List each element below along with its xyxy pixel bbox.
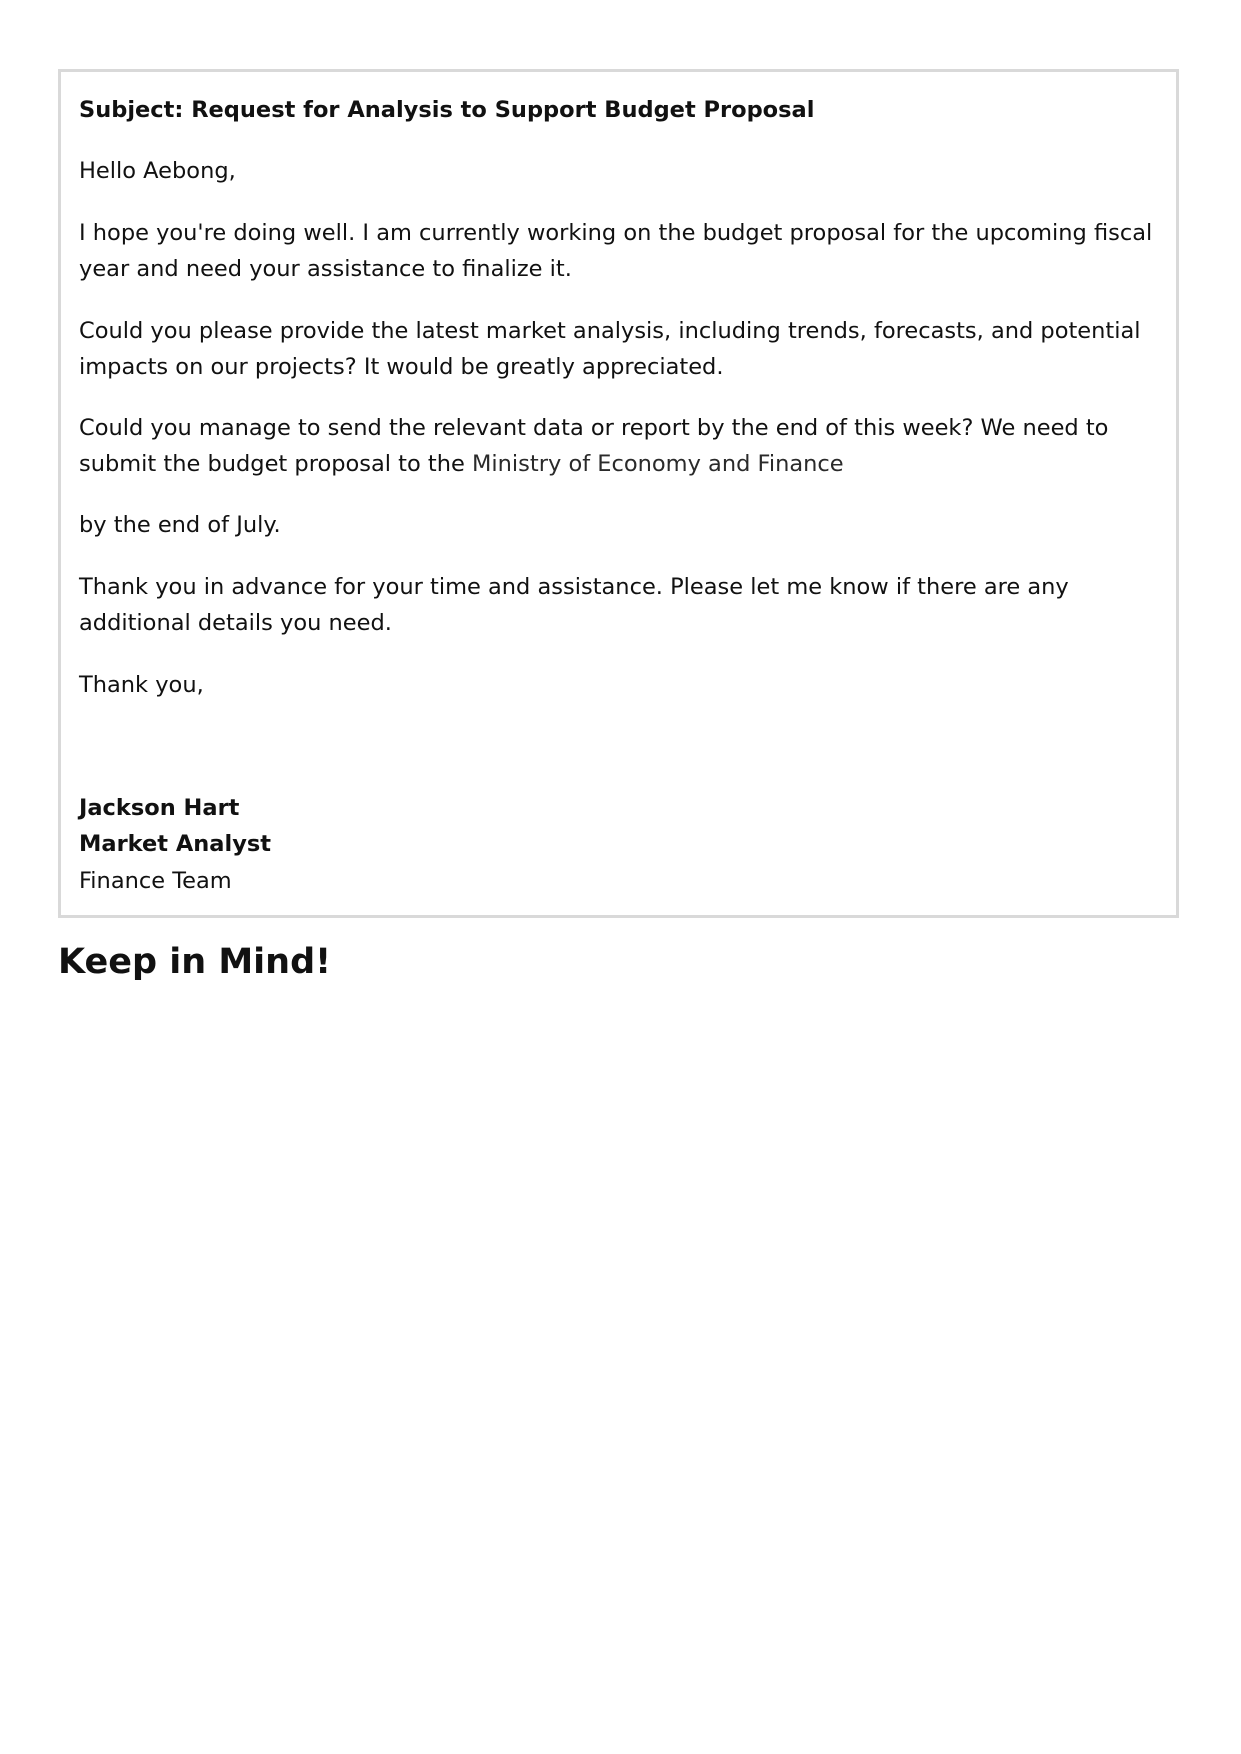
- email-box: [58, 69, 1179, 918]
- email-closing: Thank you,: [79, 672, 204, 698]
- signature-team: Finance Team: [79, 868, 232, 894]
- email-paragraph-3: [79, 410, 1162, 482]
- signature-name: Jackson Hart: [79, 795, 240, 821]
- email-paragraph-2: Could you please provide the latest market analysis, including trends, forecasts, and potential impacts on our projects? It would be greatly appreciated.: [79, 318, 1141, 380]
- signature-title: Market Analyst: [79, 831, 272, 857]
- paragraph-3-start: Could you manage to send the relevant data or report by the end of this week? We need to submit the budget proposal to the: [79, 415, 1109, 477]
- email-paragraph-1: I hope you're doing well. I am currently working on the budget proposal for the upcoming fiscal year and need your assistance to finalize it.: [79, 220, 1153, 282]
- email-subject: Subject: Request for Analysis to Support Budget Proposal: [79, 97, 815, 123]
- section-heading: Keep in Mind!: [58, 942, 332, 982]
- email-paragraph-4: Thank you in advance for your time and assistance. Please let me know if there are any additional details you need.: [79, 574, 1069, 636]
- email-paragraph-3-end: by the end of July.: [79, 512, 281, 538]
- ministry-name: Ministry of Economy and Finance: [472, 451, 844, 477]
- email-greeting: Hello Aebong,: [79, 158, 236, 184]
